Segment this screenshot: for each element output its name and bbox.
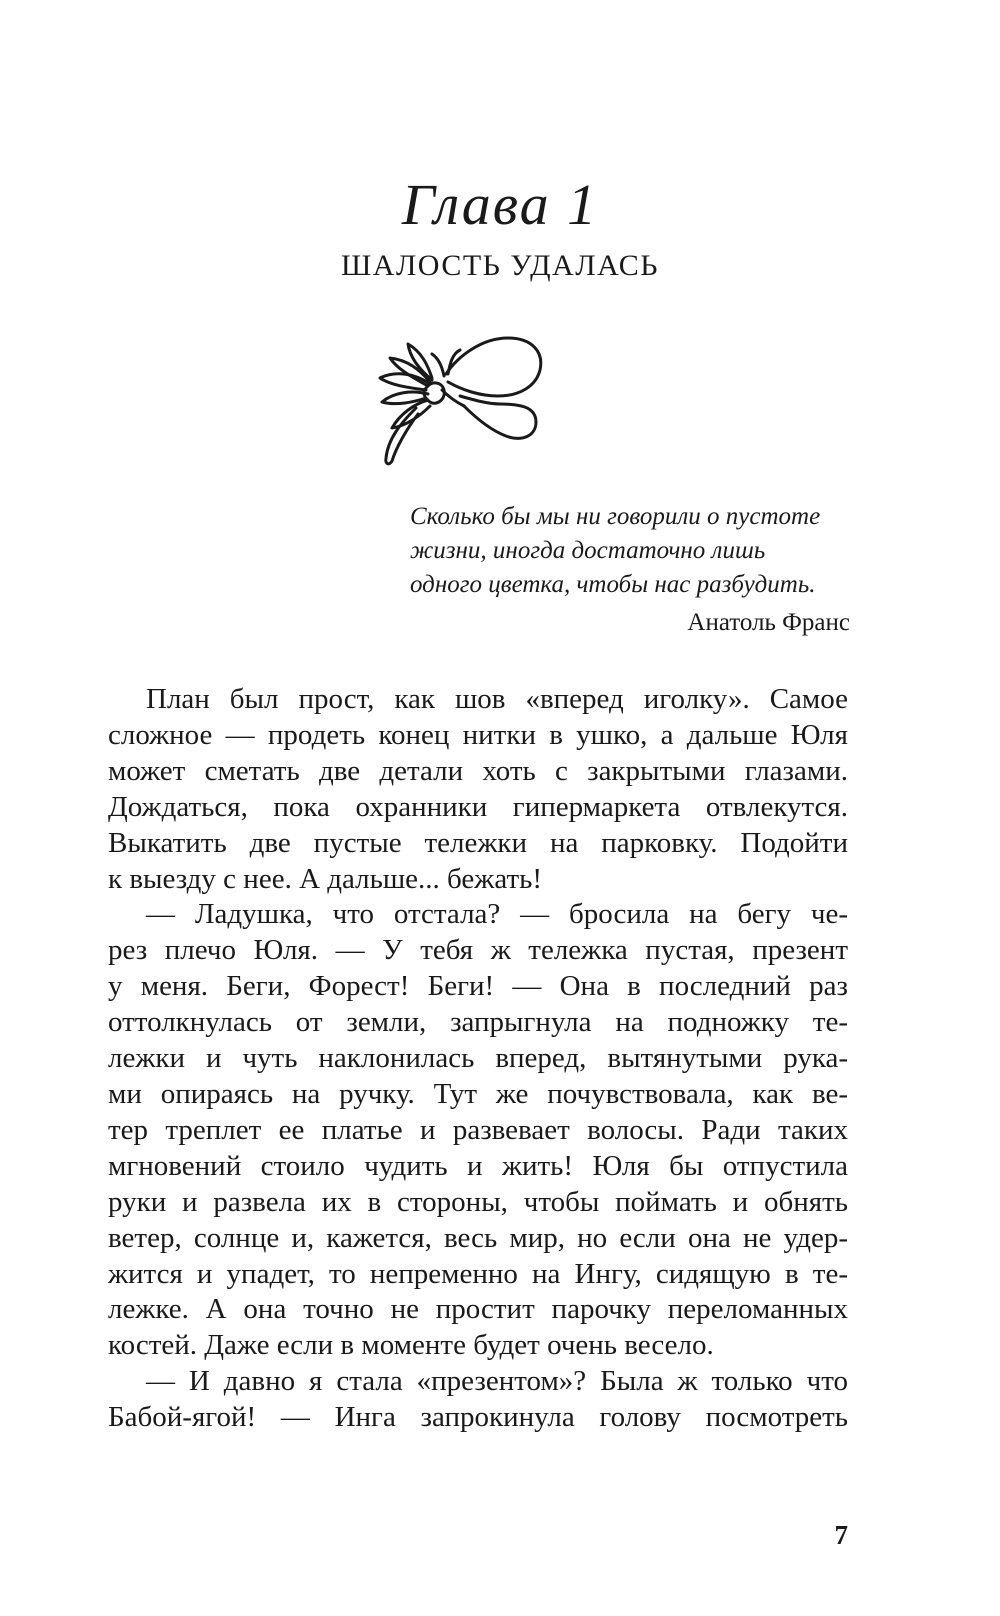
text-line: лежки и чуть наклонилась вперед, вытянутыми рука- [108, 1042, 848, 1075]
text-line: оттолкнулась от земли, запрыгнула на подножку те- [108, 1006, 848, 1039]
text-line: Выкатить две пустые тележки на парковку. Подойти [108, 826, 848, 859]
text-line: сложное — продеть конец нитки в ушко, а дальше Юля [108, 718, 848, 751]
epigraph-line: одного цветка, чтобы нас разбудить. [410, 571, 816, 598]
chapter-title: ШАЛОСТЬ УДАЛАСЬ [341, 249, 659, 282]
text-line: Бабой-ягой! — Инга запрокинула голову посмотреть [108, 1401, 848, 1434]
text-line: лежке. А она точно не простит парочку переломанных [108, 1293, 848, 1326]
text-line: к выезду с нее. А дальше... бежать! [108, 862, 542, 895]
epigraph-author: Анатоль Франс [687, 609, 850, 636]
text-line: жится и упадет, то непременно на Ингу, сидящую в те- [108, 1257, 848, 1290]
epigraph-line: жизни, иногда достаточно лишь [410, 537, 766, 564]
text-line: — Ладушка, что отстала? — бросила на бегу че- [146, 898, 848, 931]
text-line: тер треплет ее платье и развевает волосы. Ради таких [108, 1113, 848, 1146]
text-line: Дождаться, пока охранники гипермаркета отвлекутся. [108, 790, 848, 823]
butterfly-flower-icon [376, 330, 576, 470]
text-line: ветер, солнце и, кажется, весь мир, но если она не удер- [108, 1221, 848, 1254]
epigraph-line: Сколько бы мы ни говорили о пустоте [410, 503, 821, 530]
body-text [108, 682, 848, 1436]
text-line: у меня. Беги, Форест! Беги! — Она в последний раз [108, 970, 848, 1003]
text-line: руки и развела их в стороны, чтобы поймать и обнять [108, 1185, 848, 1218]
text-line: рез плечо Юля. — У тебя ж тележка пустая, презент [108, 934, 848, 967]
epigraph [410, 500, 850, 602]
text-line: — И давно я стала «презентом»? Была ж только что [146, 1365, 848, 1398]
text-line: костей. Даже если в моменте будет очень весело. [108, 1329, 714, 1362]
text-line: ми опираясь на ручку. Тут же почувствовала, как ве- [108, 1077, 848, 1110]
text-line: может сметать две детали хоть с закрытыми глазами. [108, 754, 848, 787]
chapter-heading: Глава 1 [401, 172, 599, 237]
text-line: мгновений стоило чудить и жить! Юля бы отпустила [108, 1149, 848, 1182]
page-number: 7 [834, 1520, 848, 1550]
text-line: План был прост, как шов «вперед иголку». Самое [146, 683, 848, 715]
